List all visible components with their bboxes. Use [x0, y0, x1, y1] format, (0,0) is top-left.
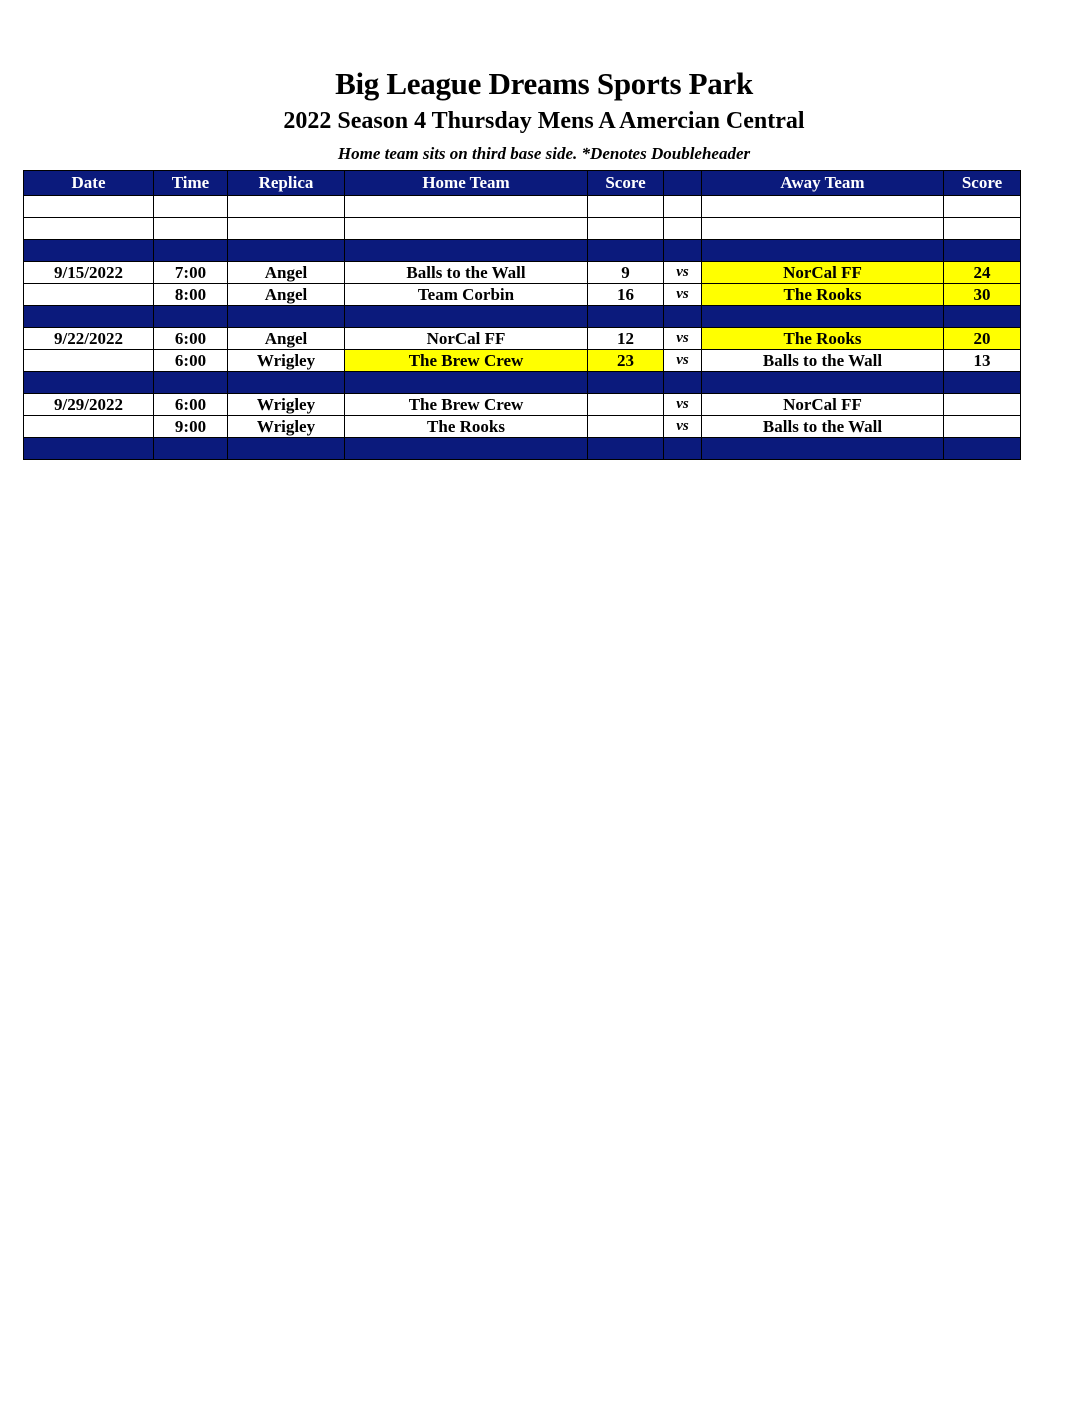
divider-cell [345, 306, 588, 328]
vs-label: vs [664, 350, 702, 372]
home-team: The Brew Crew [345, 394, 588, 416]
empty-cell [345, 196, 588, 218]
home-team: NorCal FF [345, 328, 588, 350]
away-score: 30 [944, 284, 1021, 306]
divider-cell [24, 306, 154, 328]
divider-cell [944, 306, 1021, 328]
divider-cell [664, 240, 702, 262]
game-replica: Angel [228, 328, 345, 350]
empty-cell [345, 218, 588, 240]
divider-cell [154, 240, 228, 262]
away-score [944, 416, 1021, 438]
page-title: Big League Dreams Sports Park [335, 66, 753, 101]
game-date [24, 350, 154, 372]
away-team: Balls to the Wall [702, 416, 944, 438]
away-team: Balls to the Wall [702, 350, 944, 372]
divider-cell [944, 240, 1021, 262]
divider-cell [24, 372, 154, 394]
divider-cell [588, 240, 664, 262]
divider-cell [702, 306, 944, 328]
week-divider [24, 240, 1021, 262]
vs-label: vs [664, 284, 702, 306]
column-header-home-score: Score [588, 171, 664, 196]
home-score: 12 [588, 328, 664, 350]
divider-cell [228, 438, 345, 460]
game-time: 8:00 [154, 284, 228, 306]
divider-cell [154, 372, 228, 394]
game-date [24, 284, 154, 306]
home-team: Team Corbin [345, 284, 588, 306]
away-score: 24 [944, 262, 1021, 284]
divider-cell [664, 438, 702, 460]
schedule-table [23, 170, 1021, 460]
game-date: 9/29/2022 [24, 394, 154, 416]
game-row [24, 262, 1021, 284]
divider-cell [228, 240, 345, 262]
week-divider [24, 372, 1021, 394]
home-score: 16 [588, 284, 664, 306]
empty-cell [24, 196, 154, 218]
empty-cell [702, 196, 944, 218]
game-replica: Angel [228, 262, 345, 284]
home-team: The Brew Crew [345, 350, 588, 372]
away-team: The Rooks [702, 284, 944, 306]
game-replica: Wrigley [228, 394, 345, 416]
divider-cell [345, 372, 588, 394]
home-team: The Rooks [345, 416, 588, 438]
empty-cell [24, 218, 154, 240]
game-replica: Angel [228, 284, 345, 306]
empty-cell [702, 218, 944, 240]
divider-cell [588, 306, 664, 328]
home-score [588, 416, 664, 438]
game-date [24, 416, 154, 438]
away-team: The Rooks [702, 328, 944, 350]
vs-label: vs [664, 262, 702, 284]
column-header-vs [664, 171, 702, 196]
game-row [24, 284, 1021, 306]
game-row [24, 416, 1021, 438]
away-team: NorCal FF [702, 262, 944, 284]
divider-cell [944, 372, 1021, 394]
away-score: 20 [944, 328, 1021, 350]
game-time: 6:00 [154, 328, 228, 350]
empty-cell [588, 196, 664, 218]
column-header-date: Date [24, 171, 154, 196]
divider-cell [345, 438, 588, 460]
week-divider [24, 438, 1021, 460]
game-row [24, 394, 1021, 416]
divider-cell [944, 438, 1021, 460]
empty-cell [944, 196, 1021, 218]
divider-cell [664, 306, 702, 328]
header-row [24, 171, 1021, 196]
empty-cell [228, 196, 345, 218]
game-row [24, 328, 1021, 350]
week-divider [24, 306, 1021, 328]
divider-cell [702, 372, 944, 394]
empty-cell [664, 196, 702, 218]
away-score [944, 394, 1021, 416]
divider-cell [24, 438, 154, 460]
divider-cell [702, 240, 944, 262]
game-time: 9:00 [154, 416, 228, 438]
away-team: NorCal FF [702, 394, 944, 416]
home-score: 9 [588, 262, 664, 284]
game-time: 6:00 [154, 350, 228, 372]
divider-cell [154, 306, 228, 328]
column-header-replica: Replica [228, 171, 345, 196]
home-team: Balls to the Wall [345, 262, 588, 284]
divider-cell [588, 372, 664, 394]
column-header-home-team: Home Team [345, 171, 588, 196]
game-time: 7:00 [154, 262, 228, 284]
empty-cell [944, 218, 1021, 240]
game-replica: Wrigley [228, 350, 345, 372]
schedule-body [24, 196, 1021, 460]
empty-cell [154, 196, 228, 218]
game-replica: Wrigley [228, 416, 345, 438]
game-date: 9/22/2022 [24, 328, 154, 350]
empty-cell [154, 218, 228, 240]
blank-row [24, 218, 1021, 240]
empty-cell [588, 218, 664, 240]
game-row [24, 350, 1021, 372]
schedule-note: Home team sits on third base side. *Denotes Doubleheader [337, 144, 751, 163]
divider-cell [588, 438, 664, 460]
divider-cell [24, 240, 154, 262]
column-header-away-team: Away Team [702, 171, 944, 196]
game-date: 9/15/2022 [24, 262, 154, 284]
divider-cell [228, 372, 345, 394]
divider-cell [702, 438, 944, 460]
game-time: 6:00 [154, 394, 228, 416]
divider-cell [345, 240, 588, 262]
page-subtitle: 2022 Season 4 Thursday Mens A Amercian Central [283, 108, 805, 134]
column-header-time: Time [154, 171, 228, 196]
blank-row [24, 196, 1021, 218]
vs-label: vs [664, 328, 702, 350]
home-score [588, 394, 664, 416]
empty-cell [664, 218, 702, 240]
away-score: 13 [944, 350, 1021, 372]
vs-label: vs [664, 394, 702, 416]
divider-cell [154, 438, 228, 460]
empty-cell [228, 218, 345, 240]
divider-cell [228, 306, 345, 328]
column-header-away-score: Score [944, 171, 1021, 196]
home-score: 23 [588, 350, 664, 372]
divider-cell [664, 372, 702, 394]
vs-label: vs [664, 416, 702, 438]
